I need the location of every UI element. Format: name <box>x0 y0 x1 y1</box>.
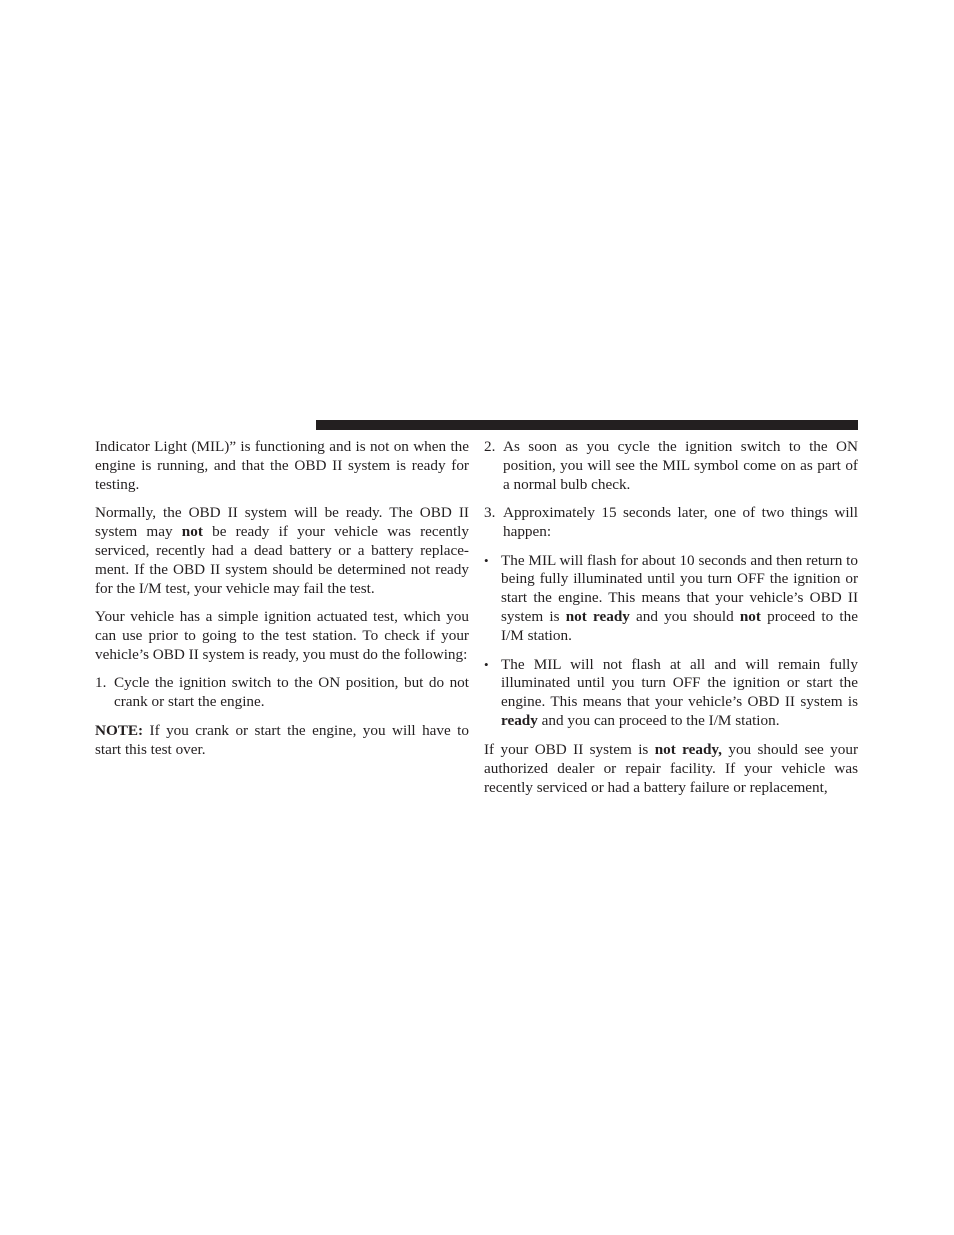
bullet-text: The MIL will flash for about 10 seconds and then return to being fully illuminated until you turn OFF the ignition or start the engine. This means that your vehicle’s OBD II system is not ready and you should not proceed to the I/M station. <box>501 551 858 645</box>
paragraph-obd-readiness: Normally, the OBD II system will be ready. The OBD II system may not be ready if your vehicle was recently serviced, recently had a dead battery or a battery replace-ment. If the OBD II system should be determined not ready for the I/M test, your vehicle may fail the test. <box>95 504 469 597</box>
note-paragraph: NOTE: If you crank or start the engine, you will have to start this test over. <box>95 721 469 758</box>
right-column <box>484 438 858 807</box>
bullet-dot-icon: • <box>484 552 489 568</box>
step-2 <box>484 438 858 495</box>
bullet-dot-icon: • <box>484 656 489 672</box>
step-text: As soon as you cycle the ignition switch to the ON position, you will see the MIL symbol come on as part of a normal bulb check. <box>503 438 858 493</box>
bullet-not-ready <box>484 552 858 647</box>
step-3 <box>484 504 858 542</box>
paragraph-ignition-test: Your vehicle has a simple ignition actuated test, which you can use prior to going to the test station. To check if your vehicle’s OBD II system is ready, you must do the following: <box>95 608 469 664</box>
step-text: Cycle the ignition switch to the ON position, but do not crank or start the engine. <box>114 674 469 711</box>
bullet-text: The MIL will not flash at all and will remain fully illuminated until you turn OFF the ignition or start the engine. This means that your vehicle’s OBD II system is ready and you can proceed to the I/M station. <box>501 655 858 730</box>
left-column <box>95 438 469 769</box>
step-text: Approximately 15 seconds later, one of two things will happen: <box>503 504 858 541</box>
note-label: NOTE: <box>95 721 144 739</box>
section-header-bar <box>316 420 858 430</box>
bullet-ready <box>484 656 858 732</box>
paragraph-mil-intro: Indicator Light (MIL)” is functioning and is not on when the engine is running, and that the OBD II system is ready for testing. <box>95 438 469 493</box>
step-number: 3. <box>484 504 496 522</box>
emphasis-not: not <box>181 523 203 541</box>
step-1 <box>95 674 469 712</box>
step-number: 2. <box>484 438 496 455</box>
paragraph-not-ready-advice: If your OBD II system is not ready, you should see your authorized dealer or repair facility. If your vehicle was recently serviced or had a battery failure or replacement, <box>484 740 858 796</box>
step-number: 1. <box>95 674 107 692</box>
